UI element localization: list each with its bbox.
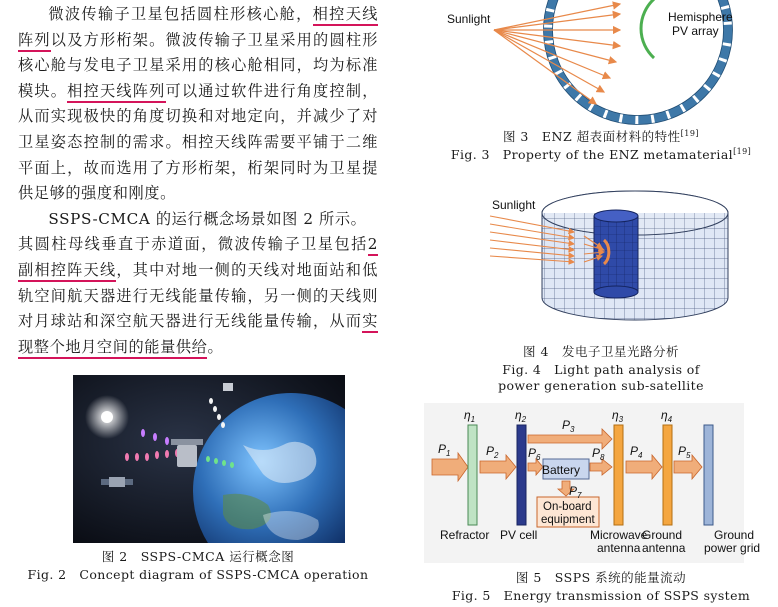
text-run: 其圆柱母线垂直于赤道面，微波传输子卫星包括 xyxy=(18,235,368,254)
paragraph-2 xyxy=(18,207,378,233)
subscript: 2 xyxy=(494,451,499,460)
fig3-pv-label: PV array xyxy=(672,24,719,38)
subscript: 2 xyxy=(521,415,527,424)
caption-text: Fig. 3 Property of the ENZ metamaterial xyxy=(450,147,734,162)
fig2-caption-cn: 图 2 SSPS-CMCA 运行概念图 xyxy=(101,549,295,564)
subscript: 6 xyxy=(536,453,541,462)
ground-grid-bar xyxy=(704,425,713,525)
text-run: ，其中对地一侧的天线对地面站和低轨空间航天器进行无线能量传输，另一侧的天线则对月球站和深空航天器进行无线能量传输， xyxy=(18,260,378,331)
text-run: SSPS-CMCA 的运行概念场景如图 2 所示。 xyxy=(48,209,367,228)
highlighted-phrase: 相控天线阵列 xyxy=(18,5,378,52)
subscript: 4 xyxy=(667,415,673,424)
subscript: 5 xyxy=(686,451,691,460)
pv-arc xyxy=(641,0,654,58)
onboard-label-1: On-board xyxy=(543,501,592,513)
symbol: P xyxy=(630,444,639,458)
subscript: 7 xyxy=(577,491,582,500)
symbol: P xyxy=(678,444,687,458)
microwave-label-2: antenna xyxy=(597,541,641,555)
paragraph-3 xyxy=(18,232,378,360)
ground-grid-label-1: Ground xyxy=(714,528,755,542)
body-text xyxy=(18,2,378,360)
ground-grid-label-2: power grid xyxy=(704,541,761,555)
text-run: 从而 xyxy=(329,312,363,331)
subscript: 1 xyxy=(470,415,476,424)
fig5-caption-cn: 图 5 SSPS 系统的能量流动 xyxy=(515,570,687,585)
symbol: P xyxy=(528,446,537,460)
ground-antenna-label-1: Ground xyxy=(642,528,683,542)
onboard-label-2: equipment xyxy=(541,514,595,526)
subscript: 4 xyxy=(638,451,643,460)
fig4-light-path-diagram xyxy=(424,178,778,340)
sunlight-rays xyxy=(494,4,620,104)
text-run: 可以通过软件进行角度控制，从而实现极快的角度切换和对地定向，并减少了对卫星姿态控制的需求。相控天线阵需要平铺于二维平面上，故而选用了方形桁架，桁架同时为卫星提供足够的强度和刚度。 xyxy=(18,81,378,203)
fig4-caption-cn: 图 4 发电子卫星光路分析 xyxy=(523,344,679,359)
fig4-caption xyxy=(424,342,778,393)
text-run: 微波传输子卫星包括圆柱形核心舱， xyxy=(48,5,313,23)
fig3-hemisphere-label: Hemisphere xyxy=(668,10,733,24)
citation: [19] xyxy=(733,146,752,156)
microwave-label-1: Microwave xyxy=(590,528,648,542)
fig5-caption xyxy=(424,568,778,604)
subscript: 8 xyxy=(600,453,605,462)
fig3-caption-en xyxy=(424,145,778,163)
fig4-caption-en-1: Fig. 4 Light path analysis of xyxy=(502,362,700,377)
caption-text: 图 3 ENZ 超表面材料的特性 xyxy=(502,129,681,144)
inner-cylinder xyxy=(594,210,638,298)
fig4-sunlight-label: Sunlight xyxy=(492,198,536,212)
symbol: η xyxy=(661,408,668,422)
pv-cell-label: PV cell xyxy=(500,528,538,542)
subscript: 1 xyxy=(446,449,451,458)
symbol: η xyxy=(515,408,522,422)
space-scene-illustration xyxy=(73,375,345,543)
highlighted-phrase: 2 副相控阵天线 xyxy=(18,235,378,282)
battery-label: Battery xyxy=(542,463,581,477)
fig3-caption xyxy=(424,127,778,163)
fig2-caption xyxy=(18,547,378,583)
pv-cell-bar xyxy=(517,425,526,525)
subscript: 3 xyxy=(618,415,624,424)
subscript: 3 xyxy=(570,425,575,434)
symbol: P xyxy=(562,418,571,432)
microwave-antenna-bar xyxy=(614,425,623,525)
fig5-caption-en: Fig. 5 Energy transmission of SSPS system xyxy=(451,588,751,603)
highlighted-phrase: 实现整个地月空间的能量供给 xyxy=(18,312,378,359)
symbol: η xyxy=(612,408,619,422)
symbol: P xyxy=(438,442,447,456)
fig2-concept-image xyxy=(73,375,345,543)
symbol: P xyxy=(486,444,495,458)
fig3-enz-diagram xyxy=(424,0,778,128)
ground-antenna-label-2: antenna xyxy=(642,541,686,555)
fig4-caption-en-2: power generation sub-satellite xyxy=(498,378,704,393)
paragraph-1 xyxy=(18,2,378,207)
text-run: 。 xyxy=(207,337,224,356)
refractor-label: Refractor xyxy=(440,528,490,542)
fig3-sunlight-label: Sunlight xyxy=(447,12,491,26)
symbol: η xyxy=(464,408,471,422)
refractor-bar xyxy=(468,425,477,525)
citation: [19] xyxy=(680,128,700,138)
symbol: P xyxy=(592,446,601,460)
symbol: P xyxy=(569,484,578,498)
text-run: 以及方形桁架。微波传输子卫星采用的圆柱形核心舱与发电子卫星采用的核心舱相同，均为标准模块。 xyxy=(18,30,379,100)
fig2-caption-en: Fig. 2 Concept diagram of SSPS-CMCA operation xyxy=(27,567,369,582)
fig3-caption-cn xyxy=(424,127,778,145)
highlighted-phrase: 相控天线阵列 xyxy=(67,82,165,103)
ground-antenna-bar xyxy=(663,425,672,525)
fig5-energy-flow-diagram xyxy=(424,403,778,565)
